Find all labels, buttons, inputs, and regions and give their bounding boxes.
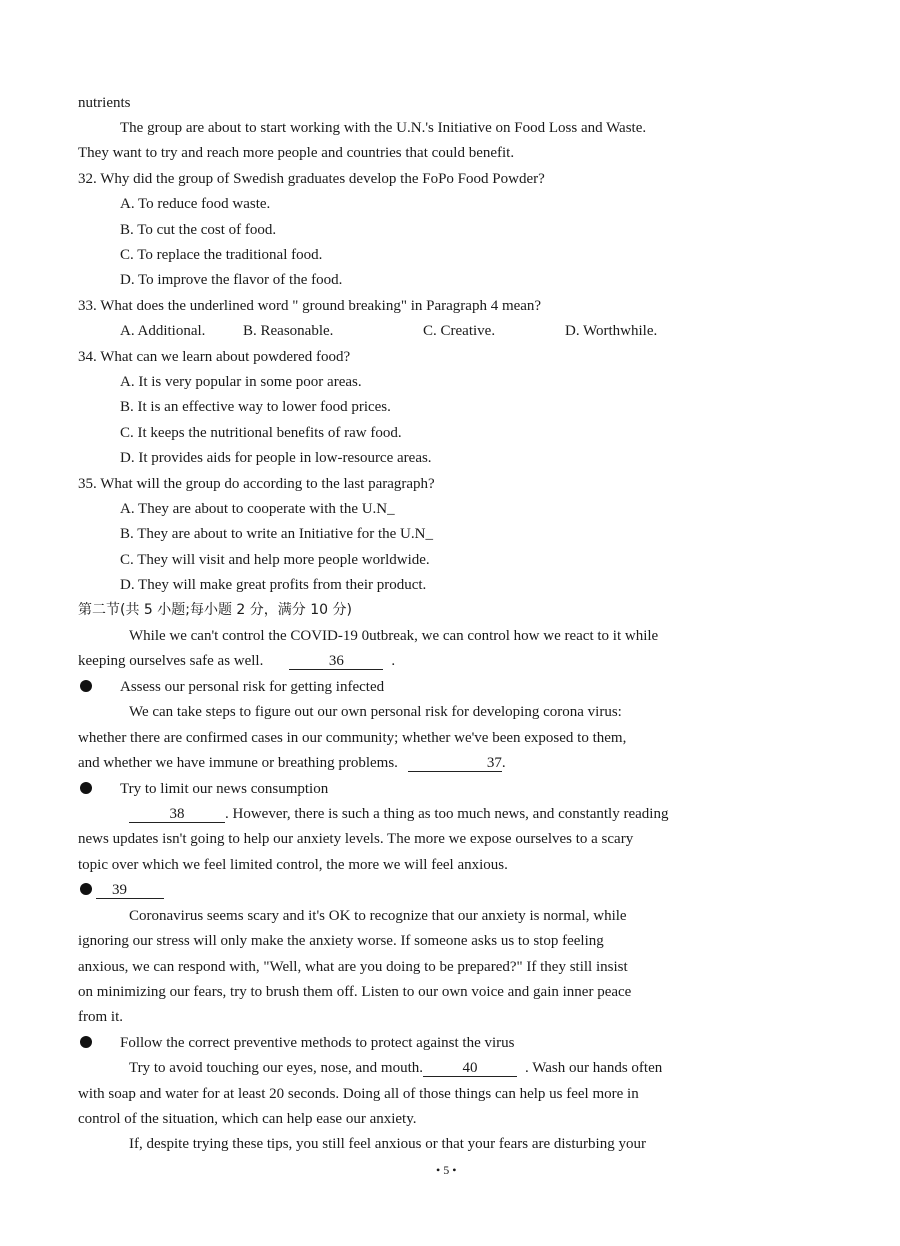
question-33-stem: 33. What does the underlined word " ground breaking" in Paragraph 4 mean? xyxy=(78,298,542,314)
question-35-option-c: C. They will visit and help more people worldwide. xyxy=(120,552,430,568)
question-32-option-c: C. To replace the traditional food. xyxy=(120,247,323,263)
bullet-4-line-1-text-a: Try to avoid touching our eyes, nose, and mouth. xyxy=(129,1060,424,1076)
question-32-option-b: B. To cut the cost of food. xyxy=(120,222,277,238)
bullet-3-line-2: ignoring our stress will only make the anxiety worse. If someone asks us to stop feeling xyxy=(78,933,604,949)
bullet-1-icon xyxy=(80,680,92,692)
bullet-1-line-3 xyxy=(78,754,506,772)
intro-line-2 xyxy=(78,652,395,670)
bullet-1-title: Assess our personal risk for getting infected xyxy=(120,679,385,695)
question-33-option-c: C. Creative. xyxy=(423,323,496,339)
question-32-stem: 32. Why did the group of Swedish graduates develop the FoPo Food Powder? xyxy=(78,171,545,187)
question-34-option-a: A. It is very popular in some poor areas. xyxy=(120,374,362,390)
bullet-2-title: Try to limit our news consumption xyxy=(120,781,329,797)
bullet-1-line-3-text: and whether we have immune or breathing problems. xyxy=(78,755,398,771)
bullet-2-line-3: topic over which we feel limited control, the more we will feel anxious. xyxy=(78,857,508,873)
question-34-option-c: C. It keeps the nutritional benefits of raw food. xyxy=(120,425,402,441)
bullet-2-line-2: news updates isn't going to help our anxiety levels. The more we expose ourselves to a scary xyxy=(78,831,634,847)
bullet-2-line-1-text: . However, there is such a thing as too much news, and constantly reading xyxy=(225,806,669,822)
bullet-3-title xyxy=(96,881,164,899)
question-33-option-d: D. Worthwhile. xyxy=(565,323,658,339)
blank-37-period: . xyxy=(501,755,506,771)
blank-36-period: . xyxy=(391,653,396,669)
prev-paragraph-tail: nutrients xyxy=(78,95,131,111)
intro-line-1: While we can't control the COVID-19 0utbreak, we can control how we react to it while xyxy=(129,628,659,644)
question-32-option-a: A. To reduce food waste. xyxy=(120,196,271,212)
section-2-header: 第二节(共 5 小题;每小题 2 分，满分 10 分) xyxy=(78,602,352,618)
bullet-4-icon xyxy=(80,1036,92,1048)
last-paragraph-line-1: The group are about to start working with the U.N.'s Initiative on Food Loss and Waste. xyxy=(120,120,647,136)
bullet-4-line-2: with soap and water for at least 20 seconds. Doing all of those things can help us feel more in xyxy=(78,1086,639,1102)
blank-40[interactable]: 40 xyxy=(423,1060,517,1077)
intro-line-2-text: keeping ourselves safe as well. xyxy=(78,653,264,669)
bullet-3-line-4: on minimizing our fears, try to brush them off. Listen to our own voice and gain inner peace xyxy=(78,984,632,1000)
bullet-3-line-5: from it. xyxy=(78,1009,123,1025)
blank-37[interactable]: 37 xyxy=(408,755,502,772)
blank-39[interactable]: 39 xyxy=(96,882,164,899)
question-35-option-d: D. They will make great profits from their product. xyxy=(120,577,427,593)
bullet-2-icon xyxy=(80,782,92,794)
question-35-option-b: B. They are about to write an Initiative for the U.N_ xyxy=(120,526,433,542)
blank-38[interactable]: 38 xyxy=(129,806,225,823)
bullet-2-line-1 xyxy=(129,805,668,823)
last-paragraph-line-2: They want to try and reach more people and countries that could benefit. xyxy=(78,145,515,161)
question-32-option-d: D. To improve the flavor of the food. xyxy=(120,272,343,288)
question-34-option-b: B. It is an effective way to lower food prices. xyxy=(120,399,391,415)
question-33-option-a: A. Additional. xyxy=(120,323,206,339)
bullet-4-line-1 xyxy=(129,1059,662,1077)
bullet-4-title: Follow the correct preventive methods to protect against the virus xyxy=(120,1035,515,1051)
bullet-3-icon xyxy=(80,883,92,895)
question-34-option-d: D. It provides aids for people in low-resource areas. xyxy=(120,450,432,466)
question-33-option-b: B. Reasonable. xyxy=(243,323,334,339)
closing-line: If, despite trying these tips, you still feel anxious or that your fears are disturbing your xyxy=(129,1136,646,1152)
bullet-4-line-3: control of the situation, which can help ease our anxiety. xyxy=(78,1111,417,1127)
bullet-3-line-1: Coronavirus seems scary and it's OK to recognize that our anxiety is normal, while xyxy=(129,908,627,924)
question-34-stem: 34. What can we learn about powdered food? xyxy=(78,349,351,365)
page-number: • 5 • xyxy=(436,1163,457,1177)
bullet-1-line-1: We can take steps to figure out our own personal risk for developing corona virus: xyxy=(129,704,622,720)
bullet-1-line-2: whether there are confirmed cases in our community; whether we've been exposed to them, xyxy=(78,730,627,746)
blank-36[interactable]: 36 xyxy=(289,653,383,670)
bullet-4-line-1-text-b: . Wash our hands often xyxy=(525,1060,663,1076)
question-35-stem: 35. What will the group do according to the last paragraph? xyxy=(78,476,435,492)
bullet-3-line-3: anxious, we can respond with, "Well, what are you doing to be prepared?" If they still insist xyxy=(78,959,628,975)
question-35-option-a: A. They are about to cooperate with the U.N_ xyxy=(120,501,395,517)
